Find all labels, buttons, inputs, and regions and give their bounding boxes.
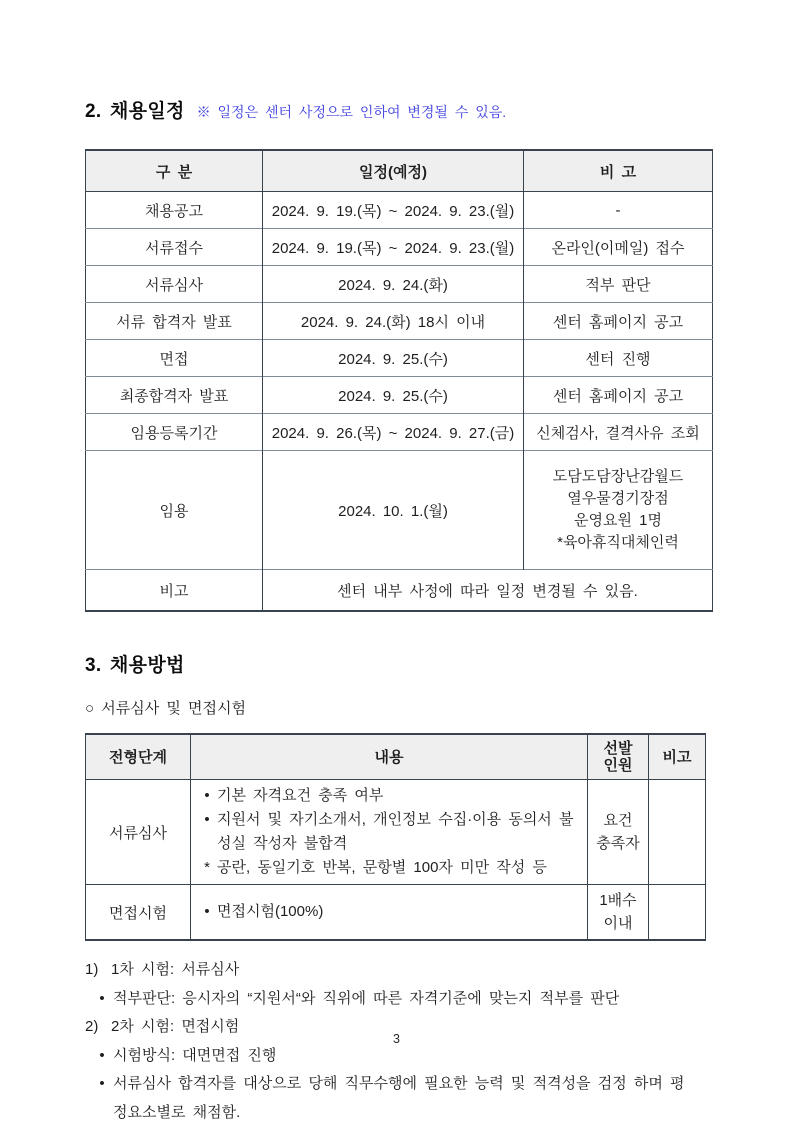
stage-cell: 면접시험 [86, 885, 191, 941]
content-text: 기본 자격요건 충족 여부 [217, 787, 384, 804]
selection-line: 요건 [603, 812, 633, 829]
schedule-row [86, 229, 713, 266]
method-header-remark: 비고 [649, 734, 706, 780]
method-header-selection [588, 734, 649, 780]
row-schedule-cell: 2024. 10. 1.(월) [263, 451, 524, 570]
schedule-row-appointment [86, 451, 713, 570]
row-schedule-cell: 2024. 9. 24.(화) 18시 이내 [263, 303, 524, 340]
row-remark-cell: 적부 판단 [524, 266, 713, 303]
content-cell [191, 780, 588, 885]
remark-cell [649, 885, 706, 941]
section2-title: 2. 채용일정 [85, 101, 185, 122]
numbered-marker: 2) [85, 1018, 99, 1035]
schedule-row [86, 303, 713, 340]
row-merged-cell: 센터 내부 사정에 따라 일정 변경될 수 있음. [263, 570, 713, 612]
selection-line: 1배수 [599, 892, 637, 909]
content-line [197, 784, 581, 808]
method-header-stage: 전형단계 [86, 734, 191, 780]
selection-line: 이내 [603, 915, 633, 932]
selection-cell [588, 885, 649, 941]
bullet-icon: • [99, 1075, 105, 1092]
row-remark-cell [524, 451, 713, 570]
schedule-row [86, 340, 713, 377]
row-schedule-cell: 2024. 9. 25.(수) [263, 377, 524, 414]
remark-multiline [529, 466, 707, 554]
schedule-row [86, 377, 713, 414]
bullet-icon: • [99, 1046, 105, 1064]
content-line [197, 856, 581, 880]
method-header-content: 내용 [191, 734, 588, 780]
schedule-header-row [86, 150, 713, 192]
bullet-icon: • [204, 811, 210, 828]
selection-cell [588, 780, 649, 885]
document-page [85, 96, 700, 1127]
selection-header-line: 선발 [603, 740, 633, 757]
content-text: 공란, 동일기호 반복, 문항별 100자 미만 작성 등 [217, 859, 547, 876]
row-label-cell: 서류접수 [86, 229, 263, 266]
content-line [197, 900, 581, 924]
section3-title: 3. 채용방법 [85, 655, 185, 676]
schedule-row [86, 266, 713, 303]
section2-heading [85, 96, 685, 123]
note-text: 적부판단: 응시자의 “지원서“와 직위에 따른 자격기준에 맞는지 적부를 판단 [113, 989, 620, 1007]
row-remark-cell: 센터 홈페이지 공고 [524, 303, 713, 340]
method-row-document-screening [86, 780, 706, 885]
row-label-cell: 면접 [86, 340, 263, 377]
row-label-cell: 비고 [86, 570, 263, 612]
content-cell [191, 885, 588, 941]
row-label-cell: 채용공고 [86, 192, 263, 229]
content-text: 면접시험(100%) [217, 903, 324, 920]
row-schedule-cell: 2024. 9. 24.(화) [263, 266, 524, 303]
schedule-row [86, 192, 713, 229]
schedule-header-category: 구 분 [86, 150, 263, 192]
note-item [85, 985, 685, 1014]
remark-cell [649, 780, 706, 885]
page-number: 3 [393, 1032, 400, 1046]
remark-line: *육아휴직대체인력 [557, 534, 679, 551]
content-line [197, 808, 581, 856]
schedule-header-remark: 비 고 [524, 150, 713, 192]
section3-heading [85, 650, 685, 677]
section2-note: ※ 일정은 센터 사정으로 인하여 변경될 수 있음. [196, 104, 507, 120]
numbered-marker: 1) [85, 961, 99, 978]
row-label-cell: 임용 [86, 451, 263, 570]
row-remark-cell: - [524, 192, 713, 229]
row-schedule-cell: 2024. 9. 25.(수) [263, 340, 524, 377]
row-schedule-cell: 2024. 9. 19.(목) ~ 2024. 9. 23.(월) [263, 192, 524, 229]
method-table [85, 733, 706, 941]
note-text: 1차 시험: 서류심사 [111, 961, 240, 978]
schedule-row-note [86, 570, 713, 612]
bullet-icon: • [99, 989, 105, 1007]
method-header-row [86, 734, 706, 780]
note-text: 시험방식: 대면면접 진행 [113, 1046, 277, 1064]
note-text: 서류심사 합격자를 대상으로 당해 직무수행에 필요한 능력 및 적격성을 검정 하며 평정요소별로 채점함. [113, 1075, 685, 1121]
selection-header-line: 인원 [603, 757, 633, 774]
schedule-row [86, 414, 713, 451]
note-text: 2차 시험: 면접시험 [111, 1018, 240, 1035]
row-label-cell: 서류 합격자 발표 [86, 303, 263, 340]
row-remark-cell: 신체검사, 결격사유 조회 [524, 414, 713, 451]
schedule-table [85, 149, 713, 612]
note-item [85, 1070, 685, 1127]
row-schedule-cell: 2024. 9. 19.(목) ~ 2024. 9. 23.(월) [263, 229, 524, 266]
schedule-header-dates: 일정(예정) [263, 150, 524, 192]
bullet-icon: • [204, 787, 210, 804]
note-item [85, 956, 685, 985]
selection-line: 충족자 [596, 835, 640, 852]
asterisk-icon: * [204, 859, 210, 876]
row-remark-cell: 센터 홈페이지 공고 [524, 377, 713, 414]
row-label-cell: 임용등록기간 [86, 414, 263, 451]
content-text: 지원서 및 자기소개서, 개인정보 수집·이용 동의서 불성실 작성자 불합격 [217, 811, 574, 852]
remark-line: 열우물경기장점 [567, 490, 669, 507]
row-label-cell: 서류심사 [86, 266, 263, 303]
section3-subtitle: ○ 서류심사 및 면접시험 [85, 700, 246, 717]
row-remark-cell: 센터 진행 [524, 340, 713, 377]
remark-line: 운영요원 1명 [574, 512, 662, 529]
method-row-interview [86, 885, 706, 941]
remark-line: 도담도담장난감월드 [552, 468, 684, 485]
stage-cell: 서류심사 [86, 780, 191, 885]
row-schedule-cell: 2024. 9. 26.(목) ~ 2024. 9. 27.(금) [263, 414, 524, 451]
bullet-icon: • [204, 903, 210, 920]
row-remark-cell: 온라인(이메일) 접수 [524, 229, 713, 266]
row-label-cell: 최종합격자 발표 [86, 377, 263, 414]
